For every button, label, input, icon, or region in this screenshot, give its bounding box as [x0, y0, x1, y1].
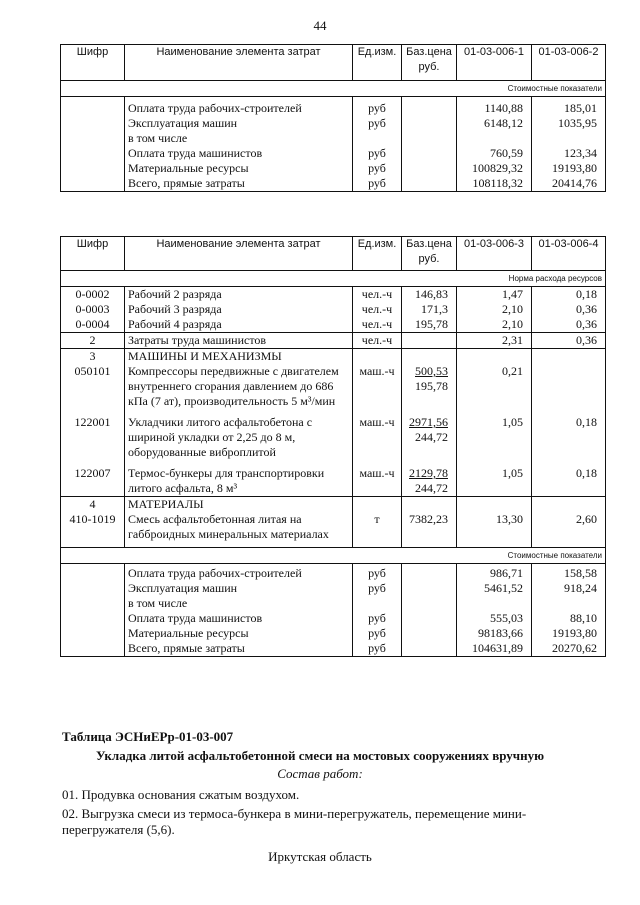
row-value-a: 1,05 [457, 466, 532, 497]
row-value-b: 19193,80 [532, 626, 606, 641]
row-value-b: 0,18 [532, 287, 606, 303]
row-value-b: 0,18 [532, 466, 606, 497]
table-row [61, 626, 606, 641]
table-row [61, 512, 606, 542]
section-subtitle: Укладка литой асфальтобетонной смеси на мостовых сооружениях вручную [95, 748, 545, 763]
row-value-a: 100829,32 [457, 161, 532, 176]
table-title: Таблица ЭСНиЕРр-01-03-007 [62, 729, 234, 744]
header-col-b: 01-03-006-4 [532, 237, 606, 271]
table-row [61, 116, 606, 131]
row-value-b: 0,36 [532, 302, 606, 317]
table-row [61, 333, 606, 349]
row-unit: маш.-ч [353, 364, 402, 409]
row-value-a: 1,05 [457, 415, 532, 460]
row-value-b: 123,34 [532, 146, 606, 161]
row-price-secondary: 244,72 [415, 481, 448, 495]
table-row [61, 101, 606, 116]
row-value-a: 2,10 [457, 302, 532, 317]
row-unit: т [353, 512, 402, 542]
row-name: Рабочий 3 разряда [125, 302, 353, 317]
row-value-b: 158,58 [532, 566, 606, 581]
row-unit: руб [353, 176, 402, 192]
table-row [61, 364, 606, 409]
row-name: Смесь асфальтобетонная литая на габброидных минеральных материалах [125, 512, 353, 542]
table-row [61, 566, 606, 581]
row-unit: маш.-ч [353, 466, 402, 497]
table-row [61, 349, 606, 365]
row-unit: чел.-ч [353, 287, 402, 303]
row-value-b: 88,10 [532, 611, 606, 626]
header-col-a: 01-03-006-1 [457, 45, 532, 81]
row-unit: руб [353, 146, 402, 161]
table-row [61, 596, 606, 611]
header-base-price: Баз.цена руб. [402, 45, 457, 81]
header-code: Шифр [61, 237, 125, 271]
sub-header: Стоимостные показатели [61, 547, 606, 563]
row-value-b: 2,60 [532, 512, 606, 542]
row-name: Материальные ресурсы [125, 161, 353, 176]
row-code: 4 [61, 497, 125, 513]
header-col-b: 01-03-006-2 [532, 45, 606, 81]
sub-header: Норма расхода ресурсов [61, 271, 606, 287]
row-value-a: 2,31 [457, 333, 532, 349]
row-code: 0-0004 [61, 317, 125, 333]
row-price: 195,78 [402, 317, 457, 333]
row-price: 500,53 [415, 364, 448, 378]
header-base-price: Баз.цена руб. [402, 237, 457, 271]
resource-table-2 [60, 236, 606, 657]
row-value-b: 185,01 [532, 101, 606, 116]
row-name: МАШИНЫ И МЕХАНИЗМЫ [125, 349, 353, 365]
row-price: 2129,78 [409, 466, 448, 480]
header-unit: Ед.изм. [353, 45, 402, 81]
table-row [61, 497, 606, 513]
composition-heading: Состав работ: [277, 766, 363, 781]
row-value-b: 19193,80 [532, 161, 606, 176]
table-row [61, 641, 606, 657]
row-value-b: 0,36 [532, 333, 606, 349]
table-row [61, 146, 606, 161]
row-code: 050101 [61, 364, 125, 409]
row-code: 122001 [61, 415, 125, 460]
row-name: Всего, прямые затраты [125, 176, 353, 192]
row-code: 3 [61, 349, 125, 365]
sub-header: Стоимостные показатели [61, 81, 606, 97]
row-value-a: 108118,32 [457, 176, 532, 192]
table-row [61, 302, 606, 317]
row-value-a: 555,03 [457, 611, 532, 626]
row-unit: руб [353, 611, 402, 626]
row-code: 0-0003 [61, 302, 125, 317]
header-code: Шифр [61, 45, 125, 81]
row-value-b: 0,36 [532, 317, 606, 333]
row-name: Оплата труда рабочих-строителей [125, 566, 353, 581]
table-row [61, 317, 606, 333]
row-value-a: 2,10 [457, 317, 532, 333]
row-name: Рабочий 4 разряда [125, 317, 353, 333]
table-row [61, 131, 606, 146]
table-row [61, 287, 606, 303]
work-step: 02. Выгрузка смеси из термоса-бункера в мини-перегружатель, перемещение мини-перегружателя (5,6). [62, 806, 527, 837]
work-step: 01. Продувка основания сжатым воздухом. [62, 787, 300, 802]
row-name: Термос-бункеры для транспортировки литого асфальта, 8 м³ [125, 466, 353, 497]
header-col-a: 01-03-006-3 [457, 237, 532, 271]
row-unit: руб [353, 161, 402, 176]
footer-region: Иркутская область [268, 849, 372, 864]
header-name: Наименование элемента затрат [125, 45, 353, 81]
row-price: 146,83 [402, 287, 457, 303]
row-value-a: 1140,88 [457, 101, 532, 116]
table-row [61, 161, 606, 176]
row-name: МАТЕРИАЛЫ [125, 497, 353, 513]
row-value-b: 1035,95 [532, 116, 606, 131]
row-unit: руб [353, 641, 402, 657]
header-name: Наименование элемента затрат [125, 237, 353, 271]
row-name: Эксплуатация машин [125, 581, 353, 596]
row-unit: руб [353, 626, 402, 641]
page-number: 44 [313, 18, 327, 33]
row-name: Эксплуатация машин [125, 116, 353, 131]
row-name: Всего, прямые затраты [125, 641, 353, 657]
row-code: 122007 [61, 466, 125, 497]
row-unit: маш.-ч [353, 415, 402, 460]
table-row [61, 415, 606, 460]
row-price: 7382,23 [402, 512, 457, 542]
row-price-secondary: 244,72 [415, 430, 448, 444]
row-name: Материальные ресурсы [125, 626, 353, 641]
row-value-a: 6148,12 [457, 116, 532, 131]
row-unit: чел.-ч [353, 302, 402, 317]
row-value-b: 918,24 [532, 581, 606, 596]
row-unit: руб [353, 566, 402, 581]
row-unit: руб [353, 581, 402, 596]
row-name: Оплата труда рабочих-строителей [125, 101, 353, 116]
row-value-a: 104631,89 [457, 641, 532, 657]
row-value-b: 20414,76 [532, 176, 606, 192]
row-name: в том числе [125, 131, 353, 146]
row-value-a: 760,59 [457, 146, 532, 161]
row-price-secondary: 195,78 [415, 379, 448, 393]
row-name: Оплата труда машинистов [125, 146, 353, 161]
row-value-a: 13,30 [457, 512, 532, 542]
row-name: Укладчики литого асфальтобетона с шириной укладки от 2,25 до 8 м, оборудованные виброплитой [125, 415, 353, 460]
row-value-a: 0,21 [457, 364, 532, 409]
table-row [61, 581, 606, 596]
row-unit: руб [353, 101, 402, 116]
row-price: 2971,56 [409, 415, 448, 429]
row-code: 410-1019 [61, 512, 125, 542]
table-row [61, 611, 606, 626]
row-name: Оплата труда машинистов [125, 611, 353, 626]
row-name: Компрессоры передвижные с двигателем внутреннего сгорания давлением до 686 кПа (7 ат), производительность 5 м³/мин [125, 364, 353, 409]
header-unit: Ед.изм. [353, 237, 402, 271]
row-unit: чел.-ч [353, 317, 402, 333]
row-name: Рабочий 2 разряда [125, 287, 353, 303]
row-name: в том числе [125, 596, 353, 611]
row-price: 171,3 [402, 302, 457, 317]
row-name: Затраты труда машинистов [125, 333, 353, 349]
row-code: 0-0002 [61, 287, 125, 303]
table-row [61, 176, 606, 192]
cost-table-1 [60, 44, 606, 192]
row-unit: руб [353, 116, 402, 131]
row-value-a: 98183,66 [457, 626, 532, 641]
row-code: 2 [61, 333, 125, 349]
row-value-a: 1,47 [457, 287, 532, 303]
row-value-b: 0,18 [532, 415, 606, 460]
row-value-a: 5461,52 [457, 581, 532, 596]
table-row [61, 466, 606, 497]
row-value-a: 986,71 [457, 566, 532, 581]
row-value-b: 20270,62 [532, 641, 606, 657]
row-unit: чел.-ч [353, 333, 402, 349]
